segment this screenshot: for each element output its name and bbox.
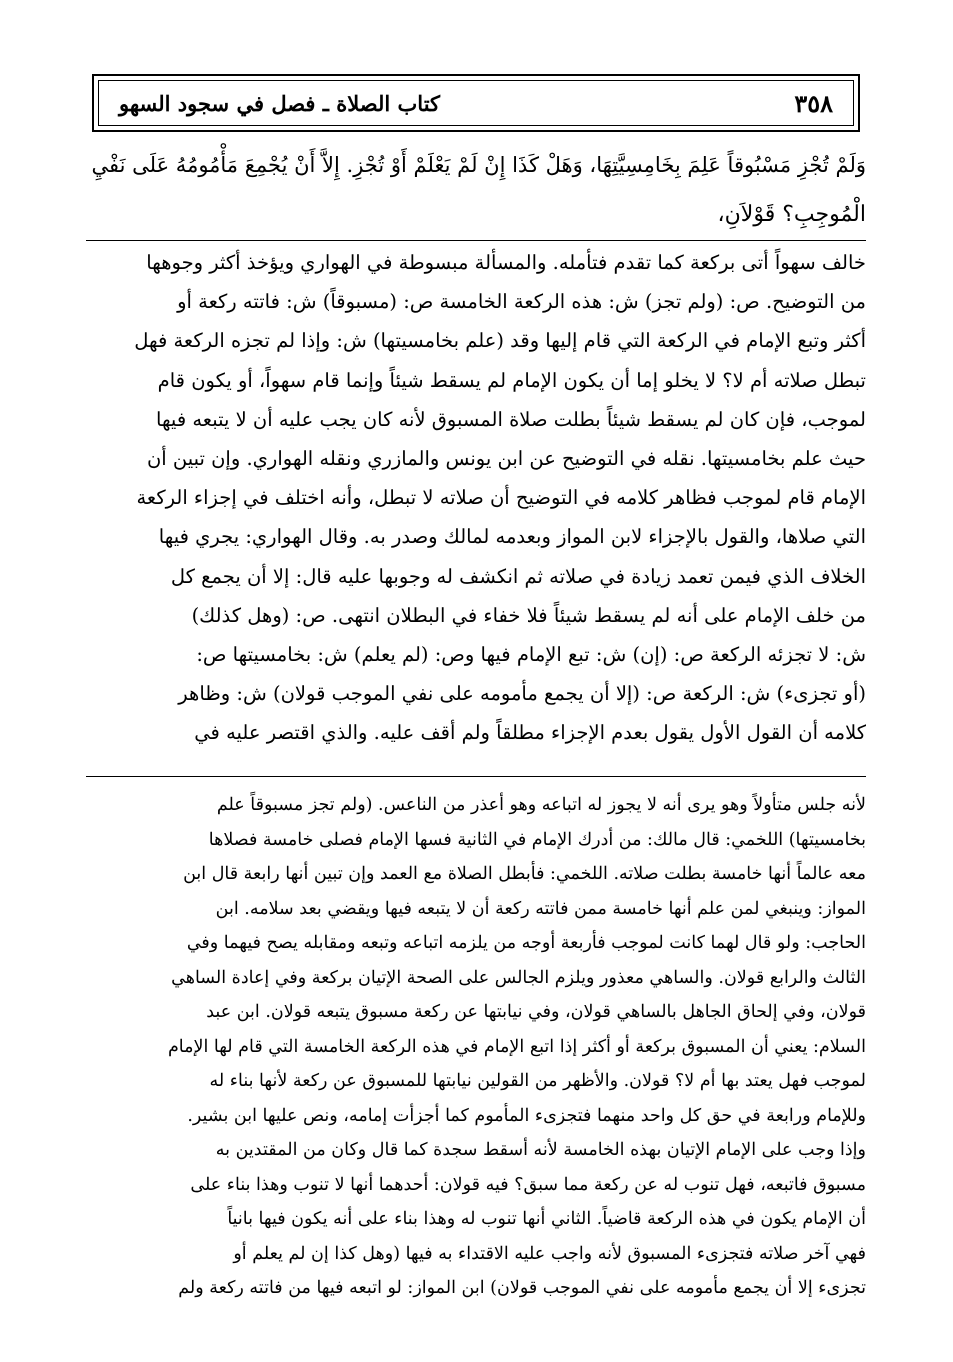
footnote-line: أن الإمام يكون في هذه الركعة قاضياً. الثاني أنها تنوب له وهذا بناء على أنه يكون فيها بانياً — [227, 1209, 866, 1229]
matn-text — [86, 140, 866, 240]
separator-rule-upper — [86, 240, 866, 241]
commentary-text — [86, 243, 866, 753]
footnote-line: لموجب فهل يعتد بها أم لا؟ قولان. والأظهر من القولين نيابتها للمسبوق عن ركعة لأنها بناء له — [209, 1071, 866, 1091]
footnote-line: تجزىء إلا أن يجمع مأمومه على نفي الموجب قولان) ابن المواز: لو اتبعه فيها من فاتته ركعة ولم — [178, 1278, 866, 1298]
commentary-line: التي صلاها، والقول بالإجزاء لابن المواز وبعدمه لمالك وصدر به. وقال الهواري: يجري فيها — [158, 525, 866, 549]
matn-line: الْمُوجِبِ؟ قَوْلاَنِ، — [717, 202, 866, 227]
footnote-line: فهي آخر صلاته فتجزىء المسبوق لأنه واجب عليه الاقتداء به فيها (وهل كذا إن لم يعلم أو — [233, 1243, 866, 1264]
footnote-line: مسبوق فاتبعه، فهل تنوب له عن ركعة مما سبق؟ فيه قولان: أحدهما أنها لا تنوب وهذا بناء على — [190, 1174, 866, 1195]
page-header — [92, 74, 860, 132]
footnote-text — [86, 788, 866, 1306]
commentary-line: كلامه أن القول الأول يقول بعدم الإجزاء مطلقاً ولم أقف عليه. والذي اقتصر عليه في — [194, 721, 866, 745]
footnote-line: معه عالماً أنها خامسة بطلت صلاته. اللخمي: فأبطل الصلاة مع العمد وإن تبين أنها رابعة قال ابن — [183, 864, 866, 884]
footnote-line: الثالث والرابع قولان. والساهي معذور ويلزم الجالس على الصحة الإتيان بركعة وفي إعادة الساهي — [171, 967, 866, 988]
commentary-line: أكثر وتبع الإمام في الركعة التي قام إليها وقد (علم بخامسيتها) ش: وإذا لم تجزه الركعة فهل — [134, 329, 866, 353]
footnote-line: بخامسيتها) اللخمي: قال مالك: من أدرك الإمام في الثانية فسها الإمام فصلى خامسة فصلاها — [208, 829, 866, 850]
commentary-line: الخلاف الذي فيمن تعمد زيادة في صلاته ثم انكشف له وجوبها عليه قال: إلا أن يجمع كل — [170, 564, 866, 588]
commentary-line: حيث علم بخامسيتها. نقله في التوضيح عن ابن يونس والمازري ونقله الهواري. وإن تبين أن — [146, 447, 866, 471]
matn-line: وَلَمْ تُجْزِ مَسْبُوقاً عَلِمَ بِخَامِسِيَّتِهَا، وَهَلْ كَذَا إِنْ لَمْ يَعْلَمْ أَوْ تُجْزِ. إِلاَّ أَنْ يُجْمِعَ مَأْمُومُهُ عَلَى نَفْيِ — [91, 153, 866, 177]
footnote-line: المواز: وينبغي لمن علم أنها خامسة ممن فاتته ركعة أن لا يتبعه فيها ويقضي بعد سلامه. ابن — [215, 898, 866, 919]
footnote-line: لأنه جلس متأولاً وهو يرى أنه لا يجوز له اتباعه وهو أعذر من الناعس. (ولم تجز مسبوقاً علم — [216, 795, 866, 815]
page-number: ٣٥٨ — [794, 88, 833, 118]
commentary-line: تبطل صلاته أم لا؟ لا يخلو إما أن يكون الإمام لم يسقط شيئاً وإنما قام سهواً، أو يكون قام — [157, 368, 866, 392]
commentary-line: لموجب، فإن كان لم يسقط شيئاً بطلت صلاة المسبوق لأنه كان يجب عليه أن لا يتبعه فيها — [156, 407, 866, 431]
separator-rule-lower — [86, 776, 866, 777]
commentary-line: ش: لا تجزئه الركعة ص: (إن) ش: تبع الإمام فيها وص: (لم يعلم) ش: بخامسيتها ص: — [196, 643, 866, 667]
footnote-line: وللإمام ورابعة في حق كل واحد منهما فتجزىء المأموم كما أجزأت إمامه، ونص عليها ابن بشير. — [187, 1105, 866, 1126]
commentary-line: الإمام قام لموجب فظاهر كلامه في التوضيح أن صلاته لا تبطل، وأنه اختلف في إجزاء الركعة — [136, 486, 866, 510]
footnote-line: وإذا وجب على الإمام الإتيان بهذه الخامسة لأنه أسقط سجدة كما قال وكان من المقتدين به — [215, 1140, 866, 1160]
chapter-title: كتاب الصلاة ـ فصل في سجود السهو — [119, 90, 441, 116]
commentary-line: من خلف الإمام على أنه لم يسقط شيئاً فلا خفاء في البطلان انتهى. ص: (وهل كذلك) — [191, 603, 866, 627]
commentary-line: خالف سهواً أتى بركعة كما تقدم فتأمله. والمسألة مبسوطة في الهواري ويؤخذ أكثر وجوهها — [146, 251, 866, 274]
page-header-inner-frame — [98, 80, 854, 126]
footnote-line: الحاجب: ولو قال لهما كانت لموجب فأربعة أوجه من يلزمه اتباعه وتبعه ومقابله يصح فيهما وفي — [186, 933, 866, 953]
commentary-line: من التوضيح. ص: (ولم تجز) ش: هذه الركعة الخامسة ص: (مسبوقاً) ش: فاتته ركعة أو — [177, 290, 866, 314]
footnote-line: السلام: يعني أن المسبوق بركعة أو أكثر إذا اتبع الإمام في هذه الركعة الخامسة التي قام لها الإمام — [167, 1036, 866, 1057]
commentary-line: (أو تجزىء) ش: الركعة ص: (إلا أن يجمع مأمومه على نفي الموجب قولان) ش: وظاهر — [178, 682, 866, 706]
footnote-line: قولان، وفي إلحاق الجاهل بالساهي قولان، وفي نيابتها عن ركعة مسبوق يتبعه قولان. ابن عبد — [206, 1002, 866, 1022]
